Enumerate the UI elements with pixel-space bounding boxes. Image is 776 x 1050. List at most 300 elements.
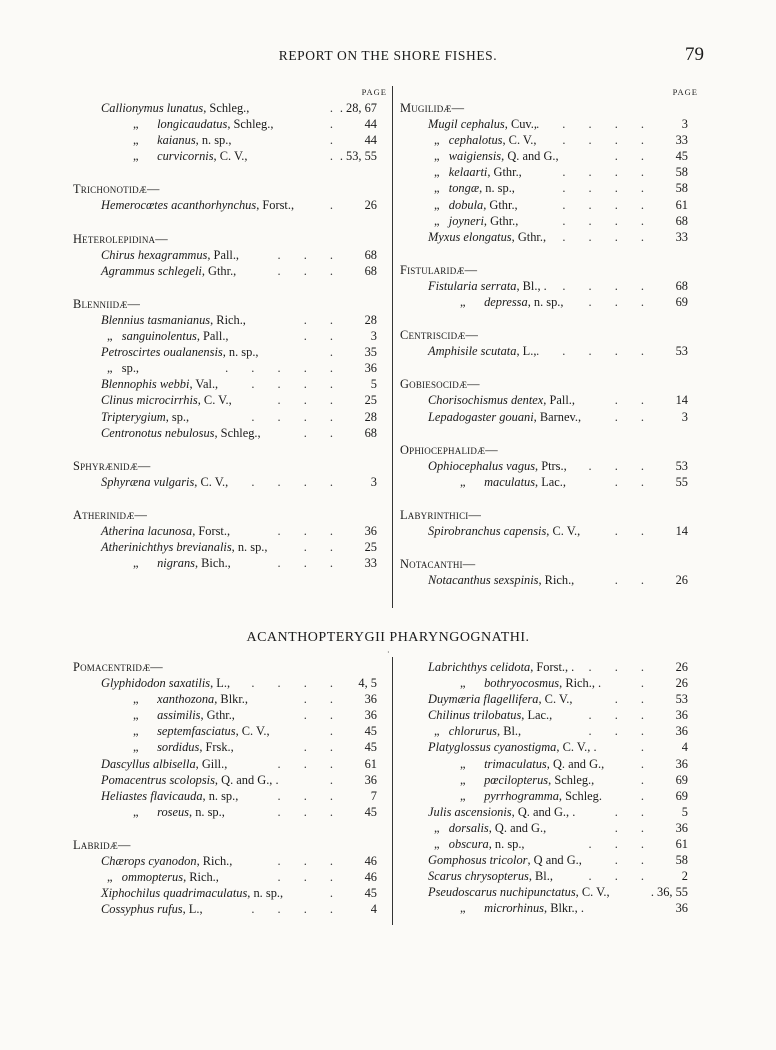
- authority: , C. V.,: [502, 133, 537, 148]
- authority: , n. sp.,: [527, 295, 564, 310]
- leader-dots: . . .: [277, 263, 343, 278]
- species-name: Ophiocephalus vagus: [428, 458, 536, 473]
- authority: , Q. and G.,: [546, 756, 605, 771]
- authority: , Forst.,: [192, 523, 231, 538]
- entry-text: [101, 772, 279, 788]
- leader-dots: . . .: [277, 247, 343, 262]
- page-reference: 44: [364, 117, 377, 132]
- species-name: depressa: [484, 295, 528, 310]
- page-reference: 25: [364, 540, 377, 555]
- page-reference: 45: [364, 886, 377, 901]
- index-entry: [73, 869, 387, 885]
- entry-text: [101, 523, 230, 539]
- page-reference: 45: [675, 149, 688, 164]
- authority: , Frsk.,: [199, 740, 234, 755]
- index-entry: [73, 360, 387, 376]
- authority: , Q. and G., .: [214, 772, 279, 787]
- entry-text: [434, 180, 515, 196]
- leader-dots: . . . . .: [536, 117, 654, 132]
- leader-dots: . . . .: [562, 197, 654, 212]
- authority: , Val.,: [189, 377, 219, 392]
- leader-dots: . . . .: [562, 229, 654, 244]
- index-entry: [400, 132, 698, 148]
- page-reference: 26: [675, 676, 688, 691]
- family-heading: Trichonotidæ—: [73, 182, 160, 197]
- page-reference: 33: [364, 556, 377, 571]
- index-entry: [400, 675, 698, 691]
- leader-dots: .: [640, 676, 654, 691]
- ditto-mark: „: [107, 329, 113, 344]
- family-heading: Labyrinthici—: [400, 507, 482, 522]
- authority: , C. V.,: [546, 523, 581, 538]
- page-reference: 55: [675, 474, 688, 489]
- entry-text: [434, 132, 536, 148]
- page-reference: 28: [364, 409, 377, 424]
- authority: , Schleg.: [558, 788, 602, 803]
- ditto-mark: „: [434, 133, 440, 148]
- leader-dots: . .: [614, 149, 654, 164]
- family-heading: Fistularidæ—: [400, 262, 478, 277]
- entry-text: [434, 820, 546, 836]
- entry-text: [107, 328, 229, 344]
- authority: , Gthr.,: [201, 263, 237, 278]
- index-entry: [400, 723, 698, 739]
- species-name: obscura: [448, 837, 489, 852]
- family-heading: Ophiocephalidæ—: [400, 442, 498, 457]
- ditto-mark: „: [434, 181, 440, 196]
- entry-text: [101, 474, 228, 490]
- index-entry: [400, 116, 698, 132]
- entry-text: [101, 788, 238, 804]
- species-name: kelaarti: [448, 165, 488, 180]
- leader-dots: . . .: [588, 295, 654, 310]
- entry-text: [101, 885, 283, 901]
- index-entry: [400, 820, 698, 836]
- index-entry: [73, 263, 387, 279]
- entry-text: [133, 691, 248, 707]
- species-name: Lepadogaster gouani: [428, 409, 534, 424]
- species-name: longicaudatus: [157, 117, 228, 132]
- ditto-mark: „: [460, 474, 466, 489]
- index-column-right-bottom: [400, 659, 698, 917]
- leader-dots: .: [329, 117, 343, 132]
- page-reference: 46: [364, 854, 377, 869]
- index-entry: [73, 772, 387, 788]
- index-entry: [400, 294, 698, 310]
- index-entry: [73, 901, 387, 917]
- authority: , n. sp.,: [222, 345, 259, 360]
- family-heading: Blenniidæ—: [73, 296, 141, 311]
- leader-dots: . . .: [588, 869, 654, 884]
- ditto-mark: „: [434, 165, 440, 180]
- species-name: assimilis: [157, 708, 201, 723]
- authority: , C. V.,: [213, 149, 248, 164]
- ditto-mark: „: [460, 901, 466, 916]
- species-name: bothryocosmus: [484, 676, 560, 691]
- species-name: Pseudoscarus nuchipunctatus: [428, 885, 576, 900]
- species-name: xanthozona: [157, 692, 215, 707]
- leader-dots: .: [640, 756, 654, 771]
- authority: , Ptrs.,: [535, 458, 567, 473]
- authority: , Q. and G.,: [488, 820, 547, 835]
- authority: , n. sp.,: [189, 804, 225, 819]
- page-reference: 26: [675, 660, 688, 674]
- leader-dots: . . .: [588, 458, 654, 473]
- page-reference: 2: [681, 869, 688, 884]
- entry-text: [428, 278, 547, 294]
- page-reference: 14: [675, 393, 688, 408]
- authority: , n. sp.,: [202, 788, 239, 803]
- leader-dots: . . .: [277, 804, 343, 819]
- leader-dots: .: [329, 724, 343, 739]
- leader-dots: .: [329, 149, 343, 164]
- index-entry: [400, 836, 698, 852]
- authority: , Pall.,: [543, 393, 575, 408]
- entry-text: [101, 197, 294, 213]
- page-reference: 36: [675, 708, 688, 723]
- ditto-mark: „: [133, 804, 139, 819]
- entry-text: [428, 229, 546, 245]
- page-reference: 4: [681, 740, 688, 755]
- entry-list: [400, 659, 698, 917]
- leader-dots: . . . .: [562, 278, 654, 293]
- species-name: Pomacentrus scolopsis: [101, 772, 215, 787]
- index-column-right-top: [400, 86, 698, 588]
- species-name: dorsalis: [448, 820, 489, 835]
- page-reference: 44: [364, 133, 377, 148]
- entry-text: [428, 868, 553, 884]
- index-entry: [73, 691, 387, 707]
- authority: , n. sp.,: [247, 886, 284, 901]
- index-entry: [73, 100, 387, 116]
- index-entry: [73, 788, 387, 804]
- family-heading: Atherinidæ—: [73, 507, 148, 522]
- authority: , Q. and G.,: [501, 149, 559, 164]
- entry-text: [101, 425, 261, 441]
- page-reference: 36: [364, 692, 377, 707]
- authority: sp.,: [121, 361, 140, 376]
- species-name: Platyglossus cyanostigma: [428, 740, 557, 755]
- authority: , L.,: [210, 676, 231, 691]
- index-entry: [73, 739, 387, 755]
- species-name: sanguinolentus: [121, 329, 197, 344]
- ditto-mark: „: [434, 837, 440, 852]
- entry-text: [101, 312, 246, 328]
- index-entry: [400, 788, 698, 804]
- index-entry: [73, 885, 387, 901]
- page-reference: 5: [370, 377, 377, 392]
- index-entry: [73, 675, 387, 691]
- leader-dots: . .: [303, 312, 343, 327]
- leader-dots: . . . .: [562, 133, 654, 148]
- authority: , Schleg.,: [227, 117, 274, 132]
- species-name: Myxus elongatus: [428, 229, 512, 244]
- index-entry: [400, 659, 698, 675]
- ditto-mark: „: [133, 149, 139, 164]
- authority: , Bl., .: [516, 278, 547, 293]
- ditto-mark: „: [434, 213, 440, 228]
- index-entry: [400, 523, 698, 539]
- index-entry: [400, 213, 698, 229]
- index-entry: [400, 900, 698, 916]
- entry-text: [133, 132, 231, 148]
- page-reference: 3: [370, 329, 377, 344]
- entry-text: [101, 263, 236, 279]
- leader-dots: . . .: [588, 837, 654, 852]
- page-reference: 14: [675, 523, 688, 538]
- index-entry: [73, 523, 387, 539]
- species-name: kaianus: [157, 133, 196, 148]
- authority: , C. V.,: [194, 474, 229, 489]
- leader-dots: .: [640, 772, 654, 787]
- entry-text: [107, 360, 139, 376]
- leader-dots: . . .: [277, 870, 343, 885]
- leader-dots: .: [640, 788, 654, 803]
- species-name: Amphisile scutata: [428, 344, 517, 359]
- page-number: 79: [685, 44, 704, 65]
- authority: , Gthr.,: [483, 213, 519, 228]
- column-divider: [392, 657, 393, 925]
- authority: , Forst., .: [530, 660, 575, 674]
- page-reference: 45: [364, 804, 377, 819]
- page-reference: 45: [364, 724, 377, 739]
- page-reference: 36: [675, 724, 688, 739]
- entry-text: [434, 164, 522, 180]
- page-reference: 69: [675, 788, 688, 803]
- entry-text: [428, 691, 572, 707]
- leader-dots: . .: [303, 425, 343, 440]
- authority: , Pall.,: [207, 247, 240, 262]
- ditto-mark: „: [460, 756, 466, 771]
- leader-dots: . .: [614, 409, 654, 424]
- page-reference: 68: [364, 247, 377, 262]
- index-entry: [400, 572, 698, 588]
- index-entry: [73, 132, 387, 148]
- leader-dots: . .: [614, 474, 654, 489]
- species-name: maculatus: [484, 474, 536, 489]
- index-entry: [400, 474, 698, 490]
- ditto-mark: „: [460, 788, 466, 803]
- page-reference: 36: [675, 901, 688, 916]
- index-entry: [400, 852, 698, 868]
- page-header: [0, 46, 776, 68]
- species-name: waigiensis: [448, 149, 502, 164]
- page-reference: 68: [675, 213, 688, 228]
- index-entry: [73, 853, 387, 869]
- index-entry: [400, 392, 698, 408]
- page-reference: 25: [364, 393, 377, 408]
- leader-dots: . . . . .: [536, 344, 654, 359]
- entry-text: [428, 707, 552, 723]
- authority: , n. sp.,: [488, 837, 525, 852]
- index-entry: [400, 197, 698, 213]
- page-column-label: PAGE: [361, 87, 387, 97]
- species-name: cephalotus: [448, 133, 503, 148]
- authority: , C. V.,: [197, 393, 232, 408]
- species-name: Sphyræna vulgaris: [101, 474, 195, 489]
- leader-dots: . . . . .: [225, 361, 343, 376]
- authority: , Gill.,: [195, 756, 228, 771]
- ditto-mark: „: [133, 708, 139, 723]
- authority: , n. sp.,: [479, 181, 515, 196]
- index-entry: [73, 756, 387, 772]
- family-heading: Notacanthi—: [400, 557, 476, 572]
- page-reference: 45: [364, 740, 377, 755]
- leader-dots: . . . .: [251, 902, 343, 917]
- page-reference: 3: [681, 409, 688, 424]
- leader-dots: . . . .: [251, 377, 343, 392]
- leader-dots: .: [640, 740, 654, 755]
- page-reference: . 53, 55: [339, 149, 377, 164]
- leader-dots: . . . .: [562, 181, 654, 196]
- entry-text: [428, 523, 580, 539]
- page-reference: 26: [364, 198, 377, 213]
- page-reference: 4, 5: [358, 676, 377, 691]
- index-entry: [400, 229, 698, 245]
- entry-text: [107, 869, 219, 885]
- entry-text: [101, 539, 267, 555]
- entry-text: [101, 853, 232, 869]
- page-reference: 68: [364, 263, 377, 278]
- species-name: Clinus microcirrhis: [101, 393, 198, 408]
- leader-dots: . . .: [277, 556, 343, 571]
- authority: , Schleg.,: [548, 772, 595, 787]
- index-entry: [73, 328, 387, 344]
- authority: , Rich.,: [210, 312, 246, 327]
- entry-text: [101, 392, 232, 408]
- page-reference: 53: [675, 692, 688, 707]
- page-reference: . 36, 55: [650, 885, 688, 900]
- family-heading: Heterolepidina—: [73, 231, 168, 246]
- leader-dots: . . .: [588, 708, 654, 723]
- species-name: sordidus: [157, 740, 200, 755]
- species-name: Chorisochismus dentex: [428, 393, 544, 408]
- species-name: Gomphosus tricolor: [428, 853, 528, 868]
- authority: , C. V.,: [538, 692, 573, 707]
- leader-dots: . .: [614, 804, 654, 819]
- index-entry: [400, 804, 698, 820]
- index-entry: [400, 458, 698, 474]
- leader-dots: . . .: [277, 756, 343, 771]
- section-heading: ACANTHOPTERYGII PHARYNGOGNATHI.: [246, 630, 530, 645]
- entry-text: [101, 344, 259, 360]
- species-name: Atherinichthys brevianalis: [101, 540, 232, 555]
- page-reference: 61: [675, 837, 688, 852]
- authority: , Gthr.,: [511, 229, 547, 244]
- entry-text: [133, 707, 235, 723]
- authority: , Bl.,: [528, 869, 553, 884]
- index-entry: [400, 691, 698, 707]
- ditto-mark: „: [434, 820, 440, 835]
- index-entry: [73, 804, 387, 820]
- authority: , Blkr.,: [214, 692, 248, 707]
- index-entry: [400, 884, 698, 900]
- species-name: pyrrhogramma: [484, 788, 559, 803]
- authority: , Gthr.,: [487, 165, 522, 180]
- index-entry: [400, 772, 698, 788]
- leader-dots: . .: [303, 329, 343, 344]
- species-name: Hemerocœtes acanthorhynchus: [101, 198, 257, 213]
- authority: , C. V.,: [235, 724, 270, 739]
- index-entry: [73, 723, 387, 739]
- ditto-mark: „: [460, 295, 466, 310]
- entry-text: [460, 756, 604, 772]
- index-entry: [400, 756, 698, 772]
- heading-tick-mark: ·: [387, 648, 390, 657]
- entry-text: [428, 116, 537, 132]
- ditto-mark: „: [107, 870, 113, 885]
- leader-dots: . . .: [588, 724, 654, 739]
- family-heading: Mugilidæ—: [400, 101, 465, 115]
- entry-text: [101, 247, 239, 263]
- entry-text: [428, 739, 597, 755]
- entry-text: [133, 739, 234, 755]
- authority: , L.,: [516, 344, 537, 359]
- entry-text: [101, 675, 230, 691]
- authority: , L.,: [182, 902, 203, 917]
- index-entry: [400, 164, 698, 180]
- species-name: trimaculatus: [484, 756, 547, 771]
- leader-dots: . . .: [277, 393, 343, 408]
- index-entry: [73, 539, 387, 555]
- ditto-mark: „: [133, 556, 139, 571]
- leader-dots: .: [329, 101, 343, 115]
- page-reference: 26: [675, 573, 688, 588]
- index-entry: [400, 180, 698, 196]
- page-reference: 58: [675, 853, 688, 868]
- species-name: Scarus chrysopterus: [428, 869, 529, 884]
- ditto-mark: „: [133, 133, 139, 148]
- entry-text: [460, 772, 594, 788]
- entry-text: [133, 804, 225, 820]
- authority: , Q and G.,: [527, 853, 582, 868]
- page-reference: 69: [675, 772, 688, 787]
- page-reference: 36: [364, 523, 377, 538]
- entry-text: [101, 901, 203, 917]
- species-name: Julis ascensionis: [428, 804, 512, 819]
- ditto-mark: „: [133, 117, 139, 132]
- leader-dots: . .: [614, 820, 654, 835]
- entry-text: [101, 756, 227, 772]
- entry-text: [460, 294, 564, 310]
- leader-dots: . .: [614, 692, 654, 707]
- species-name: Notacanthus sexspinis: [428, 573, 539, 588]
- index-entry: [73, 148, 387, 164]
- species-name: Cossyphus rufus: [101, 902, 183, 917]
- page-reference: 68: [675, 278, 688, 293]
- species-name: joyneri: [448, 213, 484, 228]
- authority: , Q. and G., .: [511, 804, 576, 819]
- species-name: pœcilopterus: [484, 772, 549, 787]
- entry-text: [428, 659, 574, 675]
- leader-dots: . .: [303, 708, 343, 723]
- page-reference: 53: [675, 344, 688, 359]
- authority: , Rich., .: [559, 676, 602, 691]
- entry-text: [434, 213, 518, 229]
- species-name: Atherina lacunosa: [101, 523, 193, 538]
- species-name: chlorurus: [448, 724, 497, 739]
- leader-dots: . . .: [588, 660, 654, 674]
- leader-dots: . .: [614, 393, 654, 408]
- page-reference: 53: [675, 458, 688, 473]
- authority: , n. sp.,: [231, 540, 268, 555]
- entry-text: [133, 116, 273, 132]
- authority: , Cuv.,: [504, 117, 537, 132]
- entry-text: [428, 458, 567, 474]
- page-reference: 3: [370, 474, 377, 489]
- entry-text: [101, 376, 218, 392]
- entry-text: [460, 675, 601, 691]
